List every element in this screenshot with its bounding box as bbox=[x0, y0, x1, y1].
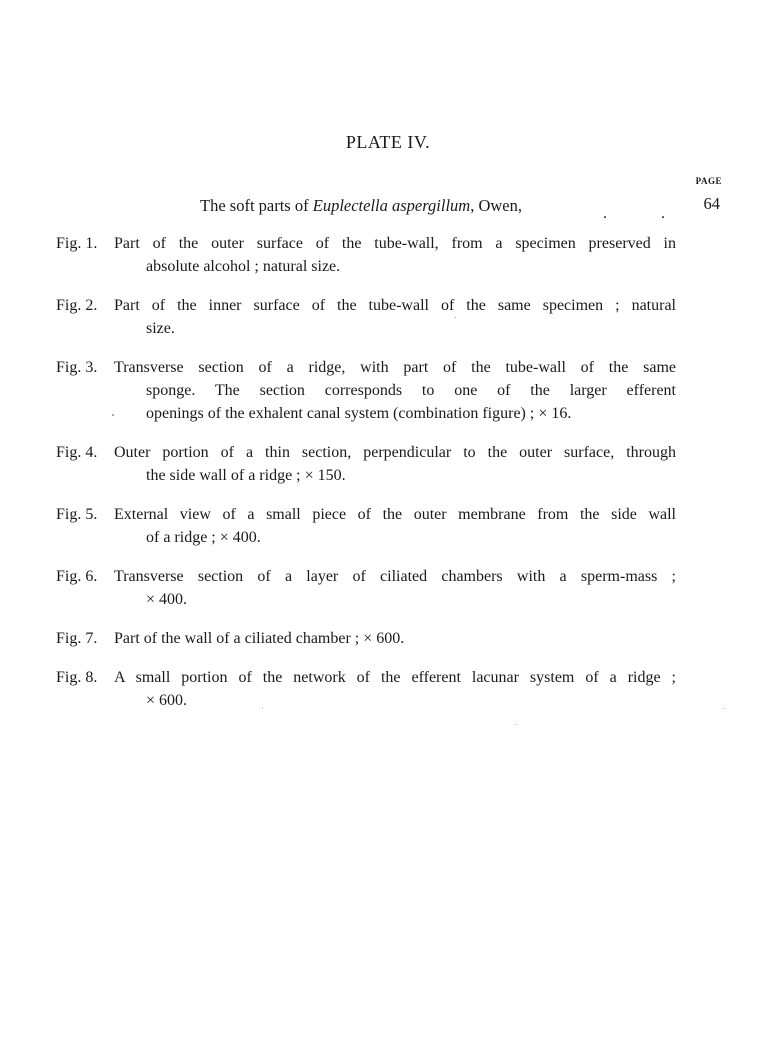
figure-label: Fig. 3. bbox=[56, 359, 98, 376]
figure-entry bbox=[56, 627, 676, 650]
description-line: × 600. bbox=[146, 692, 188, 709]
description-line: × 400. bbox=[146, 591, 188, 608]
description-line: sponge. The section corresponds to one of the larger efferent bbox=[146, 382, 676, 399]
paper-speck bbox=[455, 317, 456, 318]
figure-entry bbox=[56, 356, 676, 425]
description-line: A small portion of the network of the efferent lacunar system of a ridge ; bbox=[114, 669, 676, 686]
figure-description bbox=[114, 565, 676, 611]
figure-label: Fig. 1. bbox=[56, 235, 98, 252]
figure-entry bbox=[56, 232, 676, 278]
figure-description bbox=[114, 627, 676, 650]
description-line: of a ridge ; × 400. bbox=[146, 529, 261, 546]
figure-description bbox=[114, 666, 676, 712]
figure-label: Fig. 5. bbox=[56, 506, 98, 523]
subject-prefix: The soft parts of bbox=[200, 196, 313, 215]
description-line: Transverse section of a layer of ciliated chambers with a sperm-mass ; bbox=[114, 568, 676, 585]
subject-suffix: , Owen, bbox=[470, 196, 522, 215]
paper-speck bbox=[112, 414, 114, 416]
plate-subject-line bbox=[200, 196, 522, 216]
figure-entry bbox=[56, 565, 676, 611]
paper-speck bbox=[515, 724, 516, 725]
paper-speck bbox=[262, 708, 263, 709]
figure-description bbox=[114, 503, 676, 549]
figure-label: Fig. 2. bbox=[56, 297, 98, 314]
description-line: External view of a small piece of the outer membrane from the side wall bbox=[114, 506, 676, 523]
figure-label: Fig. 8. bbox=[56, 669, 98, 686]
description-line: the side wall of a ridge ; × 150. bbox=[146, 467, 346, 484]
figure-entry bbox=[56, 294, 676, 340]
paper-speck bbox=[724, 708, 725, 709]
figure-description bbox=[114, 232, 676, 278]
leader-dot: . bbox=[603, 205, 607, 222]
description-line: Outer portion of a thin section, perpendicular to the outer surface, through bbox=[114, 444, 676, 461]
subject-species: Euplectella aspergillum bbox=[312, 196, 471, 215]
description-line: absolute alcohol ; natural size. bbox=[146, 258, 341, 275]
figure-entry bbox=[56, 441, 676, 487]
description-line: Part of the outer surface of the tube-wall, from a specimen preserved in bbox=[114, 235, 676, 252]
figure-entry bbox=[56, 503, 676, 549]
figure-entry bbox=[56, 666, 676, 712]
plate-title: PLATE IV. bbox=[345, 132, 431, 152]
figure-description bbox=[114, 441, 676, 487]
description-line: size. bbox=[146, 320, 175, 337]
description-line: openings of the exhalent canal system (combination figure) ; × 16. bbox=[146, 405, 572, 422]
page-number: 64 bbox=[703, 194, 720, 213]
figure-list bbox=[56, 232, 676, 728]
figure-description bbox=[114, 294, 676, 340]
figure-label: Fig. 6. bbox=[56, 568, 98, 585]
leader-dot: . bbox=[661, 205, 665, 222]
description-line: Transverse section of a ridge, with part of the tube-wall of the same bbox=[114, 359, 676, 376]
page-column-label: PAGE bbox=[695, 176, 722, 186]
description-line: Part of the wall of a ciliated chamber ; × 600. bbox=[114, 630, 405, 647]
figure-label: Fig. 7. bbox=[56, 630, 98, 647]
figure-label: Fig. 4. bbox=[56, 444, 98, 461]
description-line: Part of the inner surface of the tube-wall of the same specimen ; natural bbox=[114, 297, 676, 314]
figure-description bbox=[114, 356, 676, 425]
